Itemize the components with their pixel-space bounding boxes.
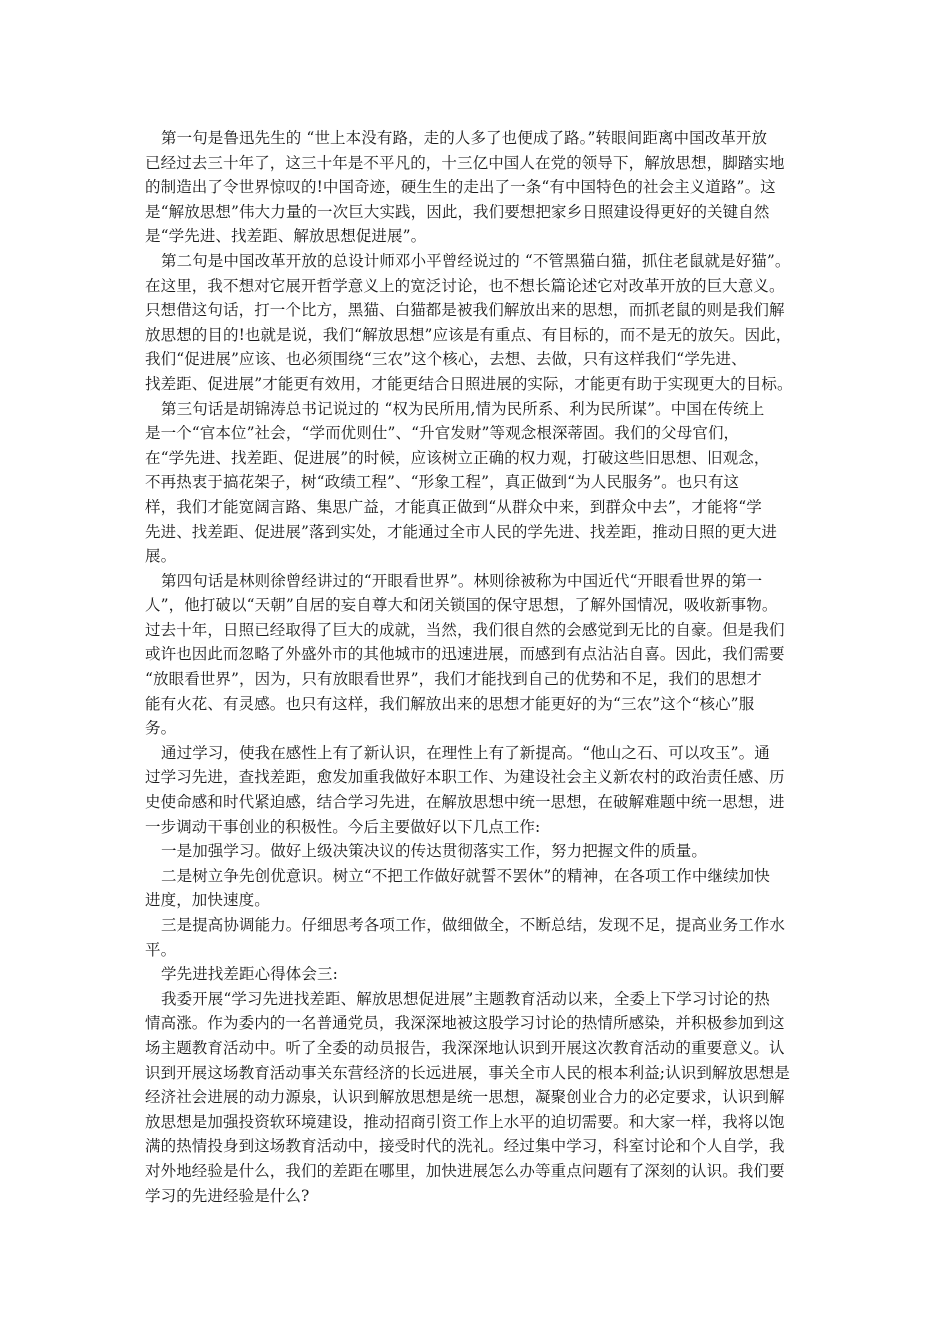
text-line: 在“学先进、找差距、促进展”的时候，应该树立正确的权力观，打破这些旧思想、旧观念， <box>145 448 770 467</box>
text-line: 只想借这句话，打一个比方，黑猫、白猫都是被我们解放出来的思想，而抓老鼠的则是我们解 <box>145 301 785 320</box>
document-body <box>145 126 810 1208</box>
text-line: 一步调动干事创业的积极性。今后主要做好以下几点工作: <box>145 817 541 836</box>
paragraph-start-line: 第二句是中国改革开放的总设计师邓小平曾经说过的 “不管黑猫白猫，抓住老鼠就是好猫”。 <box>161 251 791 270</box>
paragraph-start-line: 我委开展“学习先进找差距、解放思想促进展”主题教育活动以来，全委上下学习讨论的热 <box>161 989 770 1008</box>
text-line: 人”，他打破以“天朝”自居的妄自尊大和闭关锁国的保守思想，了解外国情况，吸收新事物。 <box>145 596 778 615</box>
text-line: 过去十年，日照已经取得了巨大的成就，当然，我们很自然的会感觉到无比的自豪。但是我们 <box>145 620 785 639</box>
text-line: 不再热衷于搞花架子，树“政绩工程”、“形象工程”，真正做到“为人民服务”。也只有这 <box>145 473 740 492</box>
text-line: 放思想是加强投资软环境建设，推动招商引资工作上水平的迫切需要。和大家一样，我将以饱 <box>145 1112 785 1131</box>
text-line: 史使命感和时代紧迫感，结合学习先进，在解放思想中统一思想，在破解难题中统一思想，进 <box>145 793 785 812</box>
paragraph-start-line: 二是树立争先创优意识。树立“不把工作做好就誓不罢休”的精神，在各项工作中继续加快 <box>161 866 770 885</box>
text-line: 或许也因此而忽略了外盛外市的其他城市的迅速进展，而感到有点沾沾自喜。因此，我们需要 <box>145 645 785 664</box>
text-line: 已经过去三十年了，这三十年是不平凡的，十三亿中国人在党的领导下，解放思想，脚踏实地 <box>145 153 785 172</box>
text-line: 是“解放思想”伟大力量的一次巨大实践，因此，我们要想把家乡日照建设得更好的关键自然 <box>145 202 770 221</box>
paragraph-start-line: 通过学习，使我在感性上有了新认识，在理性上有了新提高。“他山之石、可以攻玉”。通 <box>161 743 770 762</box>
paragraph-start-line: 三是提高协调能力。仔细思考各项工作，做细做全，不断总结，发现不足，提高业务工作水 <box>161 916 786 934</box>
text-line: 场主题教育活动中。听了全委的动员报告，我深深地认识到开展这次教育活动的重要意义。认 <box>145 1038 785 1057</box>
text-line: 展。 <box>145 547 177 566</box>
text-line: 是一个“官本位”社会，“学而优则仕”、“升官发财”等观念根深蒂固。我们的父母官们， <box>145 424 740 443</box>
text-line: “放眼看世界”，因为，只有放眼看世界”，我们才能找到自己的优势和不足，我们的思想才 <box>145 670 762 689</box>
paragraph-start-line: 一是加强学习。做好上级决策决议的传达贯彻落实工作，努力把握文件的质量。 <box>161 842 708 861</box>
paragraph-start-line: 学先进找差距心得体会三: <box>161 965 338 984</box>
text-line: 识到开展这场教育活动事关东营经济的长远进展，事关全市人民的根本利益;认识到解放思想是 <box>145 1063 790 1082</box>
text-line: 学习的先进经验是什么? <box>145 1186 310 1205</box>
text-line: 样，我们才能宽阔言路、集思广益，才能真正做到“从群众中来，到群众中去”，才能将“学 <box>145 497 762 516</box>
text-line: 满的热情投身到这场教育活动中，接受时代的洗礼。经过集中学习，科室讨论和个人自学，我 <box>145 1137 785 1156</box>
text-line: 能有火花、有灵感。也只有这样，我们解放出来的思想才能更好的为“三农”这个“核心”服 <box>145 694 755 713</box>
text-line: 我们“促进展”应该、也必须围绕“三农”这个核心，去想、去做，只有这样我们“学先进、 <box>145 350 747 369</box>
paragraph-start-line: 第一句是鲁迅先生的 “世上本没有路，走的人多了也便成了路。”转眼间距离中国改革开放 <box>161 129 768 147</box>
text-line: 进度，加快速度。 <box>145 891 270 910</box>
text-line: 放思想的目的!也就是说，我们“解放思想”应该是有重点、有目标的，而不是无的放矢。因此， <box>145 325 792 344</box>
text-line: 平。 <box>145 940 177 959</box>
text-line: 的制造出了令世界惊叹的!中国奇迹，硬生生的走出了一条“有中国特色的社会主义道路”。这 <box>145 178 776 197</box>
text-line: 找差距、促进展”才能更有效用，才能更结合日照进展的实际，才能更有助于实现更大的目标。 <box>145 374 793 393</box>
paragraph-start-line: 第四句话是林则徐曾经讲过的“开眼看世界”。林则徐被称为中国近代“开眼看世界的第一 <box>161 571 763 590</box>
text-line: 在这里，我不想对它展开哲学意义上的宽泛讨论，也不想长篇论述它对改革开放的巨大意义。 <box>145 276 785 295</box>
text-line: 先进、找差距、促进展”落到实处，才能通过全市人民的学先进、找差距，推动日照的更大进 <box>145 522 778 541</box>
text-line: 对外地经验是什么，我们的差距在哪里，加快进展怎么办等重点问题有了深刻的认识。我们要 <box>145 1161 785 1180</box>
paragraph-start-line: 第三句话是胡锦涛总书记说过的 “权为民所用,情为民所系、利为民所谋”。中国在传统上 <box>161 399 765 418</box>
text-line: 是“学先进、找差距、解放思想促进展”。 <box>145 227 427 246</box>
text-line: 经济社会进展的动力源泉，认识到解放思想是统一思想，凝聚创业合力的必定要求，认识到解 <box>145 1088 785 1107</box>
text-line: 过学习先进，查找差距，愈发加重我做好本职工作、为建设社会主义新农村的政治责任感、历 <box>145 768 785 787</box>
text-line: 情高涨。作为委内的一名普通党员，我深深地被这股学习讨论的热情所感染，并积极参加到这 <box>145 1014 785 1033</box>
text-line: 务。 <box>145 719 177 738</box>
